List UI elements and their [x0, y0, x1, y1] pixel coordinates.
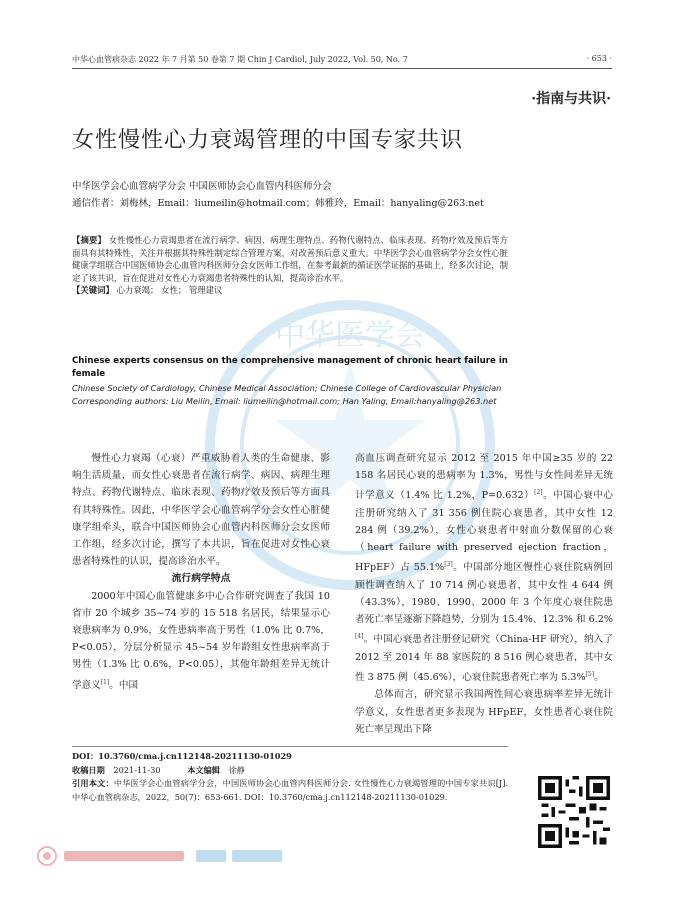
article-footer	[72, 750, 508, 804]
right1-end: 。	[594, 672, 604, 684]
citation-line	[72, 777, 508, 804]
intro-paragraph: 慢性心力衰竭（心衰）严重威胁着人类的生命健康、影响生活质量，而女性心衰患者在流行病学、病因、病理生理特点、药物代谢特点、临床表现、药物疗效及预后等方面具有其特殊性。因此，中华医学会心血管病学分会女性心脏健康学组牵头，联合中国医师协会心血管内科医师分会女医师工作组，经多次讨论，撰写了本共识，旨在促进对女性心衰患者特殊性的认识，提高诊治水平。	[72, 453, 330, 568]
author-block	[72, 178, 612, 212]
reference-2[interactable]: [2]	[534, 489, 543, 497]
article-title: 女性慢性心力衰竭管理的中国专家共识	[72, 128, 464, 153]
body-column-left	[72, 450, 330, 694]
abstract-label: 【摘要】	[72, 235, 106, 245]
epidemiology-paragraph	[72, 588, 330, 694]
keywords-label: 【关键词】	[72, 285, 114, 296]
right-paragraph-2: 总体而言，研究显示我国两性间心衰患病率差异无统计学意义，女性患者更多表现为 HFpEF，女性患者心衰住院死亡率呈现出下降	[355, 689, 613, 735]
reference-5[interactable]: [5]	[585, 671, 595, 678]
reference-4[interactable]: [4]	[355, 633, 364, 641]
corresponding-authors: 通信作者：刘梅林，Email：liumeilin@hotmail.com；韩雅玲，Email：hanyaling@263.net	[72, 198, 484, 209]
reference-3[interactable]: [3]	[444, 561, 453, 569]
reference-1[interactable]: [1]	[100, 678, 110, 686]
dates-line	[72, 764, 508, 778]
publisher-logo-strip	[36, 845, 296, 867]
section-tag: ·指南与共识·	[531, 91, 611, 107]
running-header	[72, 54, 612, 68]
abstract-text: 女性慢性心力衰竭患者在流行病学、病因、病理生理特点、药物代谢特点、临床表现、药物疗效及预后等方面具有其特殊性，关注并根据其特殊性制定综合管理方案，对改善预后意义重大。中华医学会心血管病学分会女性心脏健康学组联合中国医师协会心血管内科医师分会女医师工作组，在参考最新的循证医学证据的基础上，经多次讨论，制定了该共识，旨在促进对女性心力衰竭患者特殊性的认知，提高诊治水平。	[72, 235, 509, 283]
received-label: 收稿日期	[72, 764, 105, 775]
keywords: 心力衰竭； 女性； 管理建议	[116, 285, 223, 296]
para2-text: 2000年中国心血管健康多中心合作研究调查了我国 10 省市 20 个城乡 35~74 岁的 15 518 名居民，结果显示心衰患病率为 0.9%，女性患病率高于男性（1.0% 比 0.7%，P<0.05），分层分析显示 45~54 岁年龄组女性患病率高于男性（1.3% 比 0.6%，P<0.05），其他年龄组差异无统计学意义	[72, 590, 330, 691]
abstract	[72, 234, 508, 297]
qr-code[interactable]	[538, 776, 610, 848]
header-rule	[72, 68, 612, 69]
abstract-body	[72, 234, 508, 284]
editor-name: 徐静	[228, 764, 245, 775]
citation-label: 引用本文：	[72, 778, 114, 789]
para2-tail: 。中国	[109, 679, 139, 691]
received-date: 2021-11-30	[113, 764, 161, 775]
right1-text2: 。中国心衰中心注册研究纳入了 31 356 例住院心衰患者，其中女性 12 284 例（39.2%），女性心衰患者中射血分数保留的心衰（heart failure with preserved ejection fraction，HFpEF）占 55.1%	[355, 490, 614, 574]
english-corresponding: Corresponding authors: Liu Meilin, Email: liumeilin@hotmail.com; Han Yaling, Email:hanyaling@263.net	[72, 396, 497, 406]
doi[interactable]: DOI：10.3760/cma.j.cn112148-20211130-01029	[72, 751, 292, 761]
keywords-line	[72, 284, 508, 297]
watermark-text: 中华医学会	[275, 318, 425, 353]
footer-rule	[72, 746, 508, 747]
right1-text: 高血压调查研究显示 2012 至 2015 年中国≥35 岁的 22 158 名居民心衰的患病率为 1.3%，男性与女性间差异无统计学意义（1.4% 比 1.2%，P=0.632）	[355, 453, 613, 502]
body-column-right	[355, 450, 613, 738]
english-orgs: Chinese Society of Cardiology, Chinese Medical Association; Chinese College of Cardiovascular Physician	[72, 383, 502, 393]
english-abstract-block	[72, 355, 508, 408]
editor-label: 本文编辑	[187, 764, 220, 775]
author-orgs: 中华医学会心血管病学分会 中国医师协会心血管内科医师分会	[72, 181, 332, 192]
right-paragraph-1	[355, 450, 613, 686]
right1-text3: 。中国部分地区慢性心衰住院病例回顾性调查纳入了 10 714 例心衰患者，其中女性 4 644 例（43.3%），1980、1990、2000 年 3 个年度心衰住院患者死亡率呈逐渐下降趋势，分别为 15.4%、12.3% 和 6.2%	[355, 562, 613, 626]
journal-line: 中华心血管病杂志 2022 年 7 月第 50 卷第 7 期 Chin J Cardiol, July 2022, Vol. 50, No. 7	[72, 55, 408, 64]
subheading-epidemiology: 流行病学特点	[171, 573, 231, 585]
english-title: Chinese experts consensus on the comprehensive management of chronic heart failure in female	[72, 356, 508, 379]
right1-text4: 。中国心衰患者注册登记研究（China-HF 研究），纳入了 2012 至 2014 年 88 家医院的 8 516 例心衰患者，其中女性 3 875 例（45.6%），心衰住院患者死亡率为 5.3%	[355, 634, 613, 684]
citation-text: 中华医学会心血管病学分会，中国医师协会心血管内科医师分会. 女性慢性心力衰竭管理的中国专家共识[J]. 中华心血管病杂志，2022，50(7)：653-661. DOI：10.3760/cma.j.cn112148-20211130-01029.	[72, 778, 508, 802]
doi-line	[72, 750, 508, 764]
page-number: · 653 ·	[586, 54, 612, 63]
